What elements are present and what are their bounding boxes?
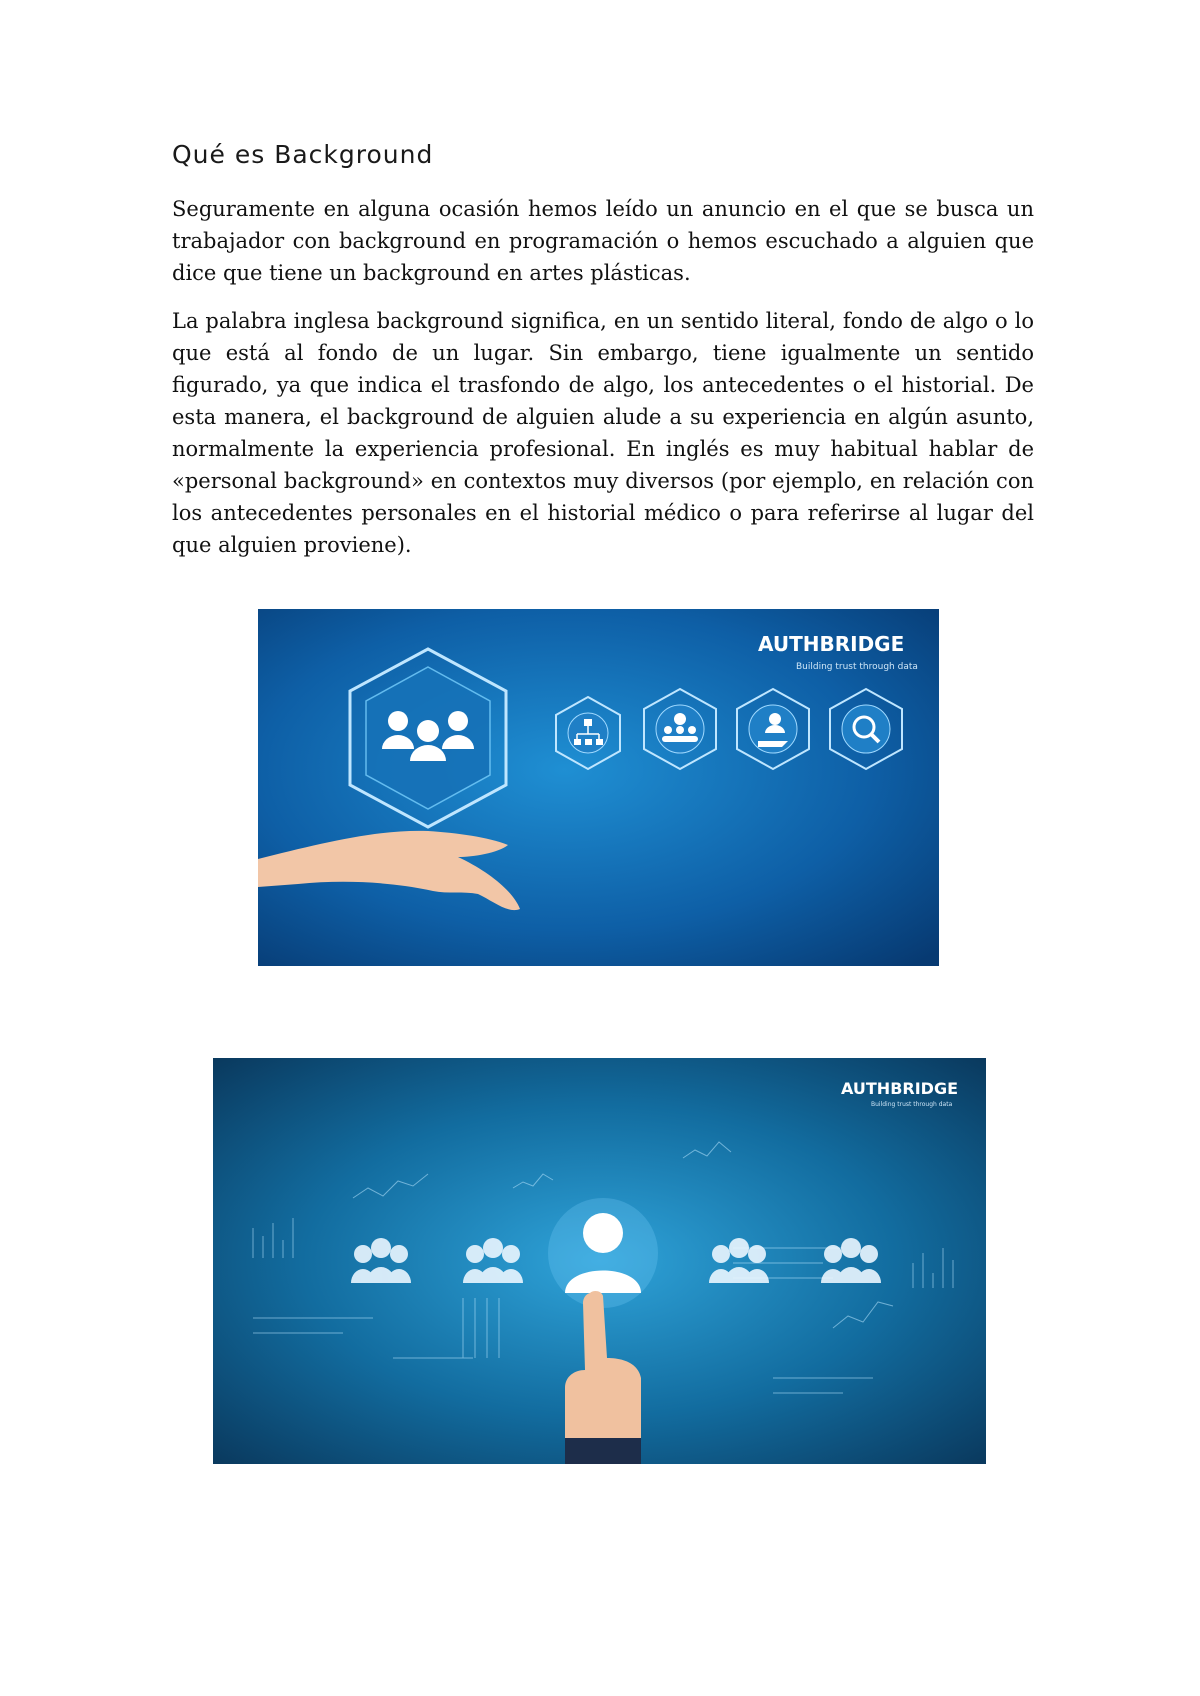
person-icon bbox=[548, 1198, 658, 1308]
logo-authbridge: AUTHBRIDGE bbox=[841, 1079, 958, 1098]
logo-authbridge: AUTHBRIDGE bbox=[758, 632, 905, 656]
org-chart-icon bbox=[568, 713, 608, 753]
background-image-network bbox=[213, 1058, 986, 1464]
verified-team-icon bbox=[656, 705, 704, 753]
page-title: Qué es Background bbox=[172, 140, 434, 169]
logo-tagline: Building trust through data bbox=[796, 662, 918, 672]
search-person-icon bbox=[842, 705, 890, 753]
background-image-hexagons bbox=[258, 609, 939, 966]
hand-person-icon bbox=[749, 705, 797, 753]
paragraph-definition: La palabra inglesa background significa, en un sentido literal, fondo de algo o lo que está al fondo de un lugar. Sin embargo, tiene igualmente un sentido figurado, ya que indica el trasfondo de algo, los antecedentes o el historial. De esta manera, el background de alguien alude a su experiencia en algún asunto, normalmente la experiencia profesional. En inglés es muy habitual hablar de «personal background» en contextos muy diversos (por ejemplo, en relación con los antecedentes personales en el historial médico o para referirse al lugar del que alguien proviene). bbox=[172, 309, 1034, 557]
logo-tagline: Building trust through data bbox=[871, 1101, 953, 1108]
paragraph-intro: Seguramente en alguna ocasión hemos leído un anuncio en el que se busca un trabajador con background en programación o hemos escuchado a alguien que dice que tiene un background en artes plásticas. bbox=[172, 197, 1034, 285]
